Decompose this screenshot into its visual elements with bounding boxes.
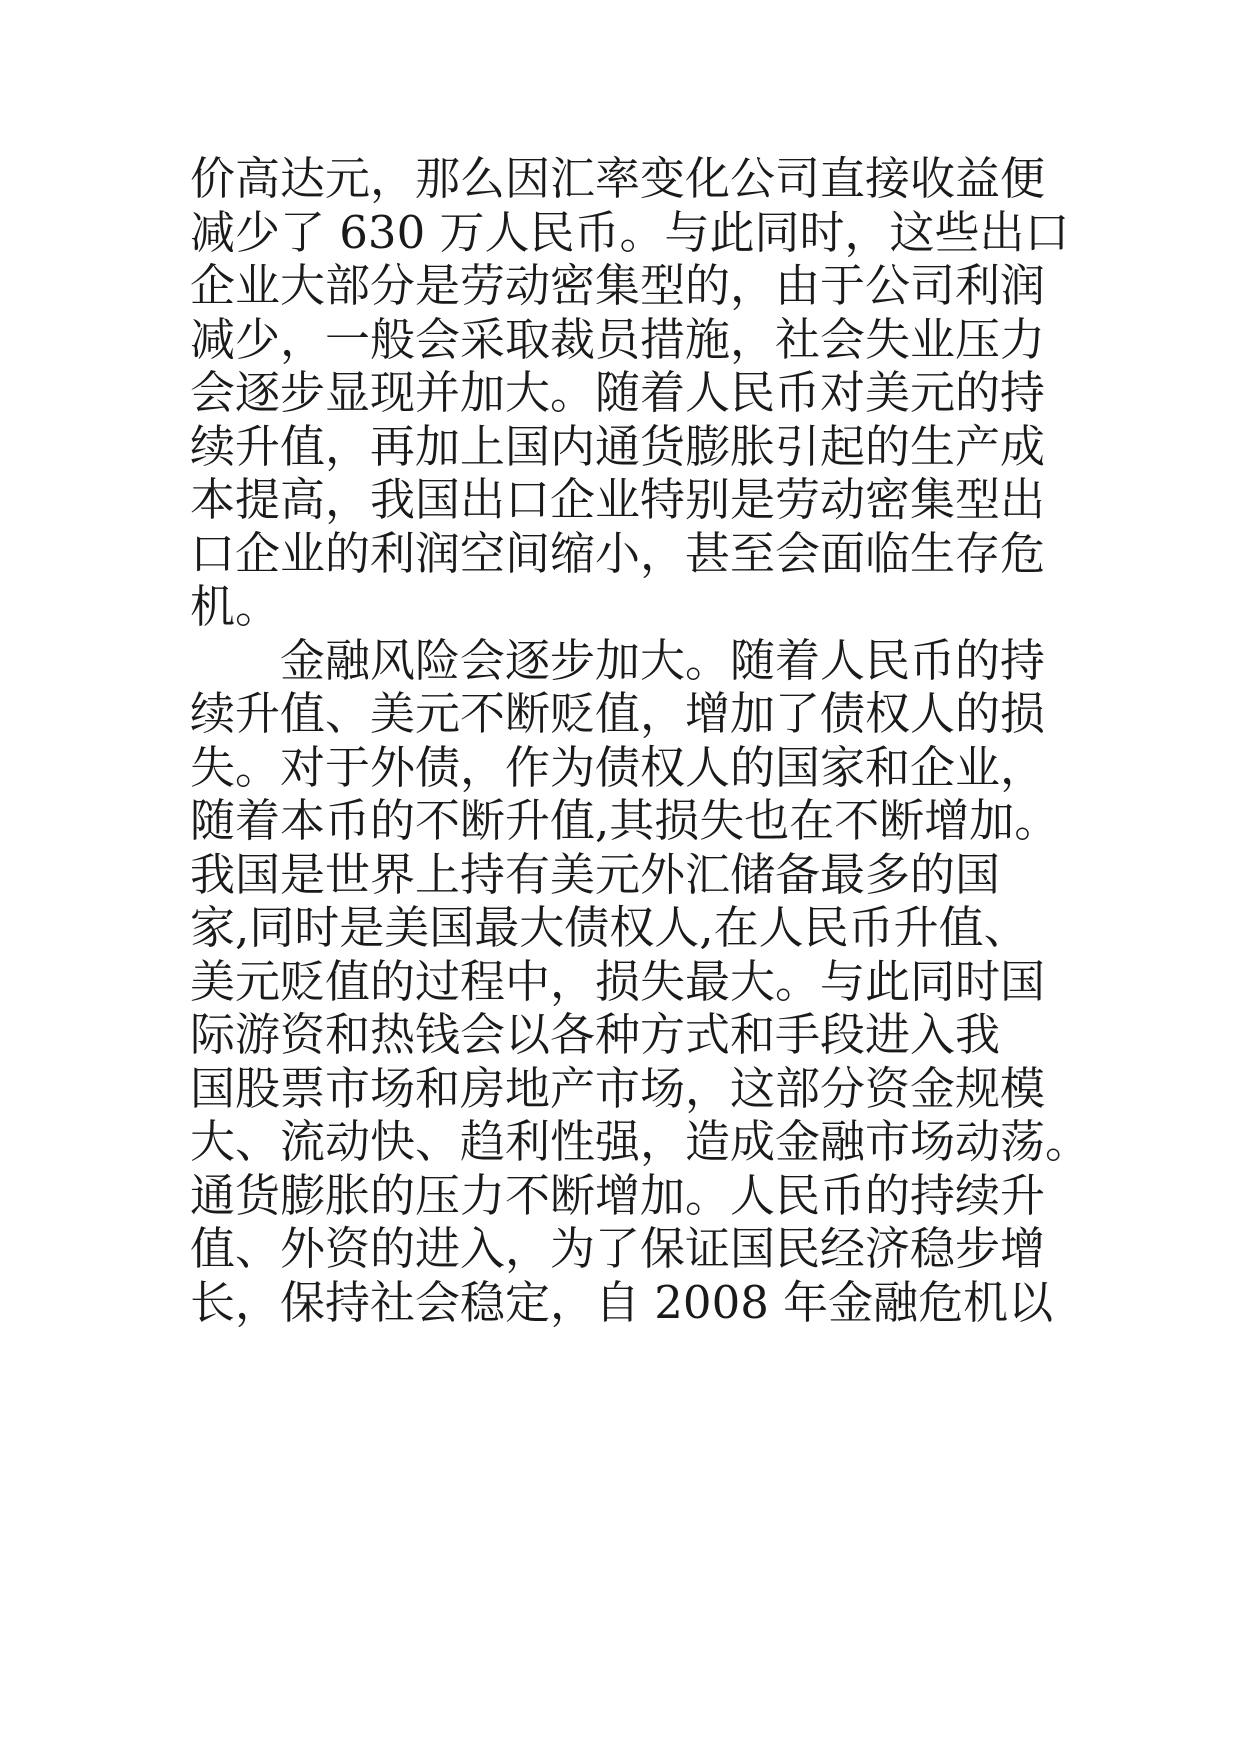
text-line: 长，保持社会稳定，自 2008 年金融危机以 [190, 1275, 1054, 1329]
text-line: 通货膨胀的压力不断增加。人民币的持续升 [190, 1168, 1046, 1222]
text-line: 随着本币的不断升值,其损失也在不断增加。 [190, 794, 1060, 847]
text-line: 口企业的利润空间缩小，甚至会面临生存危 [190, 526, 1046, 580]
text-line: 企业大部分是劳动密集型的，由于公司利润 [190, 259, 1046, 312]
paragraph-start-line: 金融风险会逐步加大。随着人民币的持 [280, 633, 1046, 687]
text-line: 失。对于外债，作为债权人的国家和企业， [190, 740, 1046, 794]
text-line: 减少，一般会采取裁员措施，社会失业压力 [190, 312, 1046, 366]
text-line: 大、流动快、趋利性强，造成金融市场动荡。 [190, 1115, 1091, 1168]
text-line: 续升值、美元不断贬值，增加了债权人的损 [190, 687, 1046, 740]
text-line: 减少了 630 万人民币。与此同时，这些出口 [190, 205, 1070, 259]
body-text [190, 152, 1091, 1329]
text-line: 国股票市场和房地产市场，这部分资金规模 [190, 1061, 1046, 1115]
text-line: 会逐步显现并加大。随着人民币对美元的持 [190, 366, 1046, 419]
text-line: 本提高，我国出口企业特别是劳动密集型出 [190, 473, 1046, 526]
text-line: 美元贬值的过程中，损失最大。与此同时国 [190, 954, 1046, 1008]
text-line: 际游资和热钱会以各种方式和手段进入我 [190, 1008, 1001, 1061]
text-line: 我国是世界上持有美元外汇储备最多的国 [190, 847, 1001, 901]
text-line: 价高达元，那么因汇率变化公司直接收益便 [190, 152, 1046, 205]
text-line: 续升值，再加上国内通货膨胀引起的生产成 [190, 419, 1046, 473]
text-line: 家,同时是美国最大债权人,在人民币升值、 [190, 901, 1029, 954]
text-line: 机。 [190, 580, 281, 633]
text-line: 值、外资的进入，为了保证国民经济稳步增 [190, 1222, 1046, 1275]
